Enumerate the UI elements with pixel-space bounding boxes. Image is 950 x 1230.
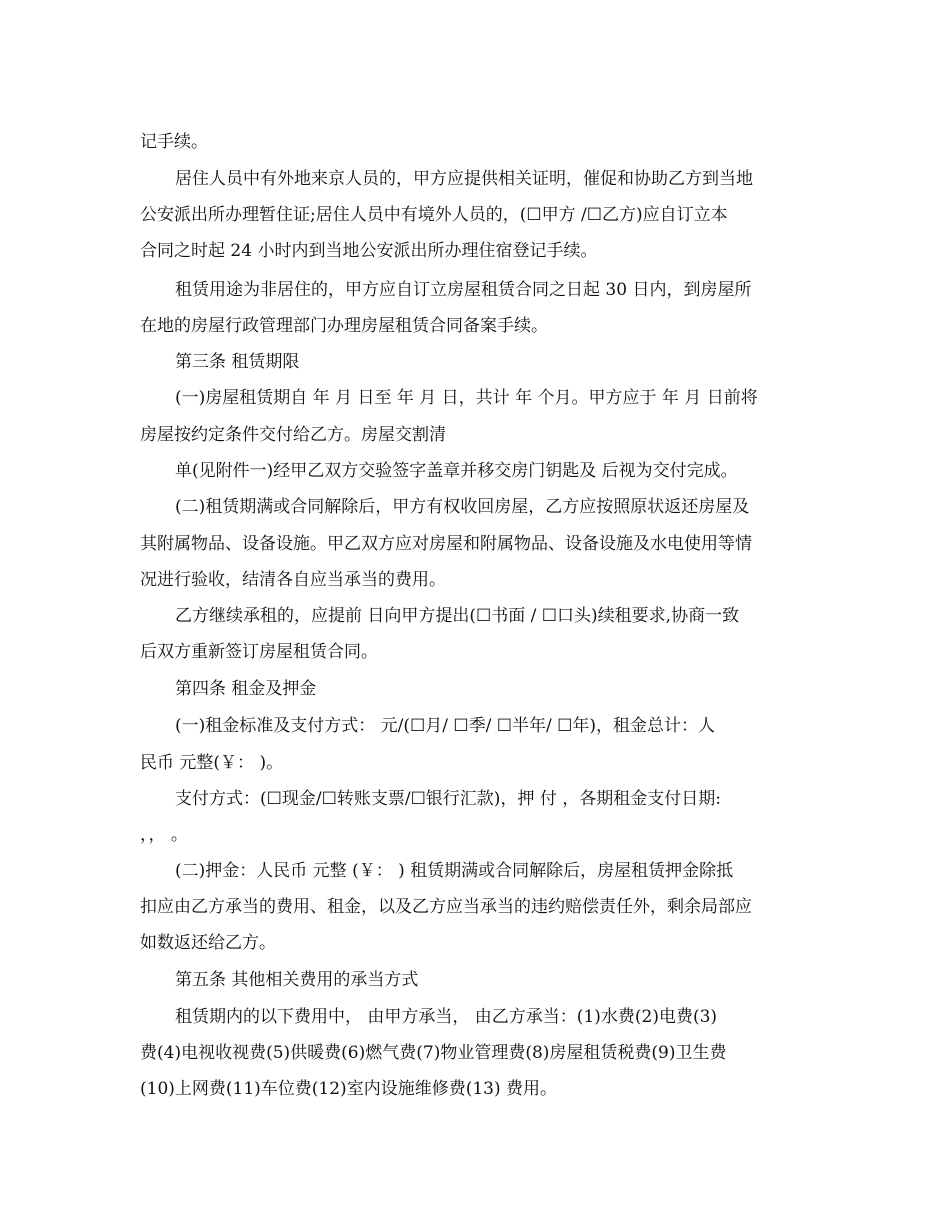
section-heading: 第三条 租赁期限 bbox=[175, 352, 300, 372]
text-line: 记手续。 bbox=[140, 132, 208, 152]
text-line: (10)上网费(11)车位费(12)室内设施维修费(13) 费用。 bbox=[140, 1079, 557, 1099]
text-line: 单(见附件一)经甲乙双方交验签字盖章并移交房门钥匙及 后视为交付完成。 bbox=[175, 461, 738, 481]
text-line: 房屋按约定条件交付给乙方。房屋交割清 bbox=[140, 425, 446, 445]
text-line: 费(4)电视收视费(5)供暖费(6)燃气费(7)物业管理费(8)房屋租赁税费(9)卫生费 bbox=[140, 1043, 727, 1063]
section-heading: 第四条 租金及押金 bbox=[175, 679, 317, 699]
text-line: 况进行验收，结清各自应当承当的费用。 bbox=[140, 570, 446, 590]
text-line: 后双方重新签订房屋租赁合同。 bbox=[140, 642, 378, 662]
text-line: (二)租赁期满或合同解除后，甲方有权收回房屋，乙方应按照原状返还房屋及 bbox=[175, 497, 750, 517]
text-line: (一)租金标准及支付方式： 元/(☐月/ ☐季/ ☐半年/ ☐年)，租金总计：人 bbox=[175, 716, 716, 736]
text-line: 如数返还给乙方。 bbox=[140, 933, 276, 953]
text-line: 乙方继续承租的，应提前 日向甲方提出(☐书面 / ☐口头)续租要求,协商一致 bbox=[175, 606, 740, 626]
section-heading: 第五条 其他相关费用的承当方式 bbox=[175, 970, 419, 990]
text-line: (二)押金：人民币 元整 (￥： ) 租赁期满或合同解除后，房屋租赁押金除抵 bbox=[175, 861, 734, 881]
text-line: 合同之时起 24 小时内到当地公安派出所办理住宿登记手续。 bbox=[140, 241, 598, 261]
text-line: 其附属物品、设备设施。甲乙双方应对房屋和附属物品、设备设施及水电使用等情 bbox=[140, 534, 752, 554]
text-line: 扣应由乙方承当的费用、租金，以及乙方应当承当的违约赔偿责任外，剩余局部应 bbox=[140, 897, 752, 917]
text-line: 支付方式：(☐现金/☐转账支票/☐银行汇款)，押 付 ，各期租金支付日期: bbox=[175, 789, 721, 809]
text-line: 居住人员中有外地来京人员的，甲方应提供相关证明，催促和协助乙方到当地 bbox=[175, 169, 753, 189]
text-line: ，， 。 bbox=[140, 825, 188, 845]
text-line: 租赁用途为非居住的，甲方应自订立房屋租赁合同之日起 30 日内，到房屋所 bbox=[175, 280, 752, 300]
text-line: (一)房屋租赁期自 年 月 日至 年 月 日，共计 年 个月。甲方应于 年 月 日前将 bbox=[175, 388, 758, 408]
text-line: 公安派出所办理暂住证;居住人员中有境外人员的，(☐甲方 /☐乙方)应自订立本 bbox=[140, 205, 728, 225]
text-line: 在地的房屋行政管理部门办理房屋租赁合同备案手续。 bbox=[140, 316, 548, 336]
text-line: 民币 元整(￥： )。 bbox=[140, 753, 284, 773]
text-line: 租赁期内的以下费用中， 由甲方承当， 由乙方承当：(1)水费(2)电费(3) bbox=[175, 1007, 718, 1027]
